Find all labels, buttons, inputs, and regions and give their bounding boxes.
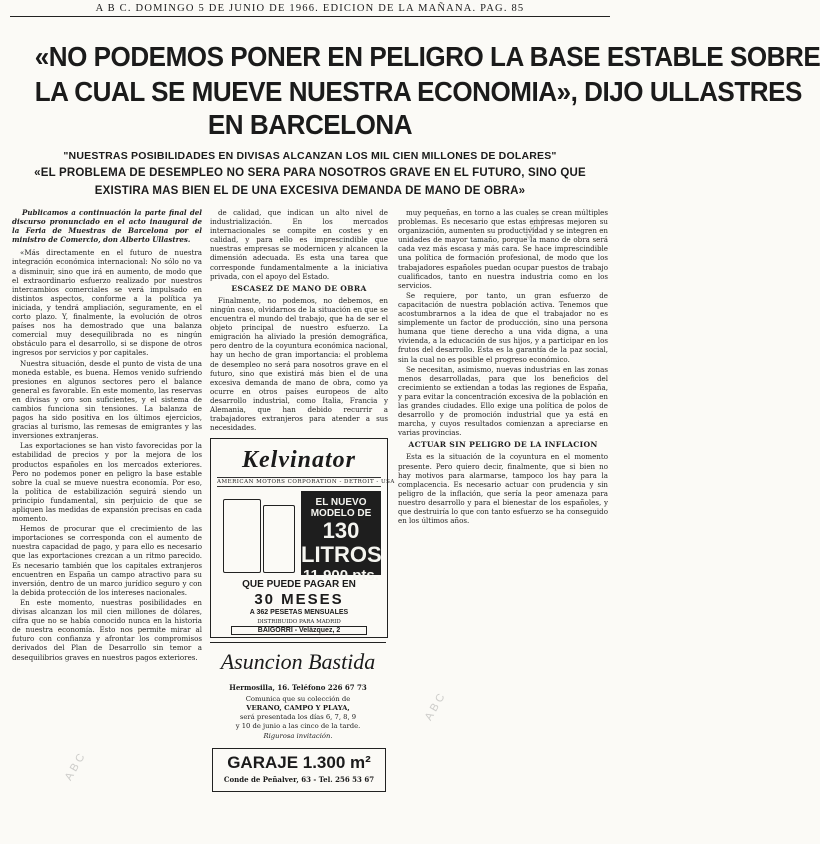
paragraph: Se necesitan, asimismo, nuevas industrias en las zonas menos desarrolladas, para que los beneficios del crecimiento se extiendan a todas las regiones de España, y para evitar la concentración excesiva de la población en las grandes ciudades. Ello exige una política de polos de desarrollo y de promoción industrial que ya está en marcha, y cuyos resultados comienzan a apreciarse en varias provincias.: [398, 364, 608, 438]
asuncion-address: Hermosilla, 16. Teléfono 226 67 73: [229, 683, 367, 692]
garaje-title: GARAJE 1.300 m²: [227, 753, 371, 772]
kelvinator-installment: A 362 PESETAS MENSUALES: [249, 609, 349, 616]
paragraph: Se requiere, por tanto, un gran esfuerzo de capacitación de nuestra población activa. Tenemos que acostumbrarnos a la idea de que el trabajador no es simplemente un factor de producción, sino una persona humana que tiene derecho a una vida digna, a una vivienda, a la educación de sus hijos, y a participar en los frutos del desarrollo. Esta es la garantía de la paz social, sin la cual no es posible el progreso económico.: [398, 290, 608, 364]
refrigerator-icon: [263, 505, 295, 573]
article-lead: Publicamos a continuación la parte final del discurso pronunciado en el acto inaugural de la Feria de Muestras de Barcelona por el ministro de Comercio, don Alberto Ullastres.: [12, 208, 202, 245]
watermark: ABC: [422, 689, 449, 723]
masthead: A B C. DOMINGO 5 DE JUNIO DE 1966. EDICION DE LA MAÑANA. PAG. 85: [95, 3, 525, 14]
article-column-1: [12, 208, 202, 838]
paragraph: Nuestra situación, desde el punto de vista de una moneda estable, es buena. Hemos venido sufriendo presiones en algunos sectores pero el balance general es favorable. En este momento, las reservas en divisas y oro son suficientes, y el sistema de cambios funciona sin tensiones. La balanza de pagos ha sido positiva en los últimos ejercicios, gracias al turismo, las remesas de emigrantes y las inversiones extranjeras.: [12, 358, 202, 441]
kelvinator-address: BAIGORRI - Velázquez, 2: [231, 626, 367, 635]
headline-line-1: «NO PODEMOS PONER EN PELIGRO LA BASE ESTABLE SOBRE: [34, 41, 820, 72]
asuncion-bastida-logo: Asuncion Bastida: [220, 649, 376, 674]
paragraph: muy pequeñas, en torno a las cuales se crean múltiples problemas. Es necesario que estas empresas mejoren su organización, aumenten su productividad y se integren en unidades de mayor tamaño, porque la mano de obra será cada vez más escasa y más cara. Se hace imprescindible una política de formación profesional, de modo que los trabajadores españoles puedan ocupar puestos de trabajo cualificados, tanto en nuestra industria como en los servicios.: [398, 208, 608, 290]
paragraph: Esta es la situación de la coyuntura en el momento presente. Pero quiero decir, finalmente, que si bien no hay motivos para alarmarse, tampoco los hay para la complacencia. Es necesario actuar con prudencia y sin peligro de la inflación, que sería la peor amenaza para nuestro desarrollo y para el bienestar de los españoles, y que destruiría lo que con tanto esfuerzo se ha conseguido en los últimos años.: [398, 452, 608, 526]
kelvinator-promo-box: [301, 491, 382, 584]
headline-line-3: EN BARCELONA: [207, 109, 413, 140]
masthead-rule: [10, 16, 610, 17]
section-heading: ACTUAR SIN PELIGRO DE LA INFLACION: [408, 440, 598, 450]
kelvinator-distributor: DISTRIBUIDO PARA MADRID: [257, 619, 341, 625]
paragraph: Las exportaciones se han visto favorecidas por la estabilidad de precios y por la mejora de los productos españoles en los mercados exteriores. Pero no podemos poner en peligro la base estable sobre la cual se mueve nuestra economía. Por eso, la política de estabilización seguirá siendo un principio fundamental, sin perjuicio de que se apliquen las medidas de expansión precisas en cada momento.: [12, 441, 202, 524]
watermark: ABC: [522, 209, 549, 243]
paragraph: de calidad, que indican un alto nivel de industrialización. En los mercados internacionales se compite en costes y en calidad, y para ello es imprescindible que nuestras empresas se modernicen y alcancen la dimensión adecuada. Es esta una tarea que corresponde fundamentalmente a la iniciativa privada, con el apoyo del Estado.: [210, 208, 388, 281]
garaje-address: Conde de Peñalver, 63 - Tel. 256 53 67: [223, 775, 375, 784]
kelvinator-pay-line: QUE PUEDE PAGAR EN: [242, 579, 356, 590]
kelvinator-ad: [210, 438, 395, 638]
promo-line-1: EL NUEVO: [315, 497, 367, 508]
promo-liters: 130 LITROS: [301, 518, 382, 567]
paragraph: Hemos de procurar que el crecimiento de las importaciones se corresponda con el aumento de nuestra capacidad de pago, y para ello es necesario que las exportaciones crezcan a un ritmo parecido. Es necesario también que los capitales extranjeros encuentren en España un campo atractivo para su inversión, dentro de un marco jurídico seguro y con la debida protección de los intereses nacionales.: [12, 524, 202, 597]
kelvinator-months: 30 MESES: [254, 591, 344, 608]
watermark: ABC: [62, 749, 89, 783]
asuncion-line: VERANO, CAMPO Y PLAYA,: [246, 704, 350, 712]
kelvinator-logo: Kelvinator: [241, 447, 356, 473]
kelvinator-tagline: AMERICAN MOTORS CORPORATION - DETROIT - USA: [217, 479, 395, 485]
garaje-ad: [212, 748, 386, 792]
refrigerator-icon: [223, 499, 261, 573]
promo-line-2: MODELO DE: [310, 508, 372, 519]
paragraph: Finalmente, no podemos, no debemos, en ningún caso, olvidarnos de la situación en que se encuentra el mundo del trabajo, que ha de ser el objeto principal de nuestro esfuerzo. La emigración ha aliviado la presión demográfica, pero dentro de la coyuntura económica nacional, hay un hecho de gran importancia: el problema de desempleo no será para nosotros grave en el futuro, sino que existirá más bien el de una excesiva demanda de mano de obra, como ya ocurre en otros países europeos de alto desarrollo industrial, como Italia, Francia y Alemania, que han debido recurrir a trabajadores extranjeros para atender a sus necesidades.: [210, 295, 388, 433]
headline-line-2: LA CUAL SE MUEVE NUESTRA ECONOMIA», DIJO ULLASTRES: [34, 76, 802, 107]
deck-line-1: «EL PROBLEMA DE DESEMPLEO NO SERA PARA NOSOTROS GRAVE EN EL FUTURO, SINO QUE: [34, 167, 586, 179]
deck-line-2: EXISTIRA MAS BIEN EL DE UNA EXCESIVA DEMANDA DE MANO DE OBRA»: [94, 185, 526, 197]
promo-price: 11.900 pts.: [303, 567, 379, 584]
asuncion-bastida-ad: [210, 642, 386, 743]
paragraph: En este momento, nuestras posibilidades en divisas alcanzan los mil cien millones de dólares, cifra que no se había conocido nunca en la historia de nuestra economía. Esto nos permite mirar al futuro con confianza y afrontar los compromisos derivados del Plan de Desarrollo sin temor a desequilibrios graves en nuestros pagos exteriores.: [12, 597, 202, 662]
subheadline: "NUESTRAS POSIBILIDADES EN DIVISAS ALCANZAN LOS MIL CIEN MILLONES DE DOLARES": [63, 150, 557, 162]
asuncion-line: será presentada los días 6, 7, 8, 9: [239, 713, 357, 721]
asuncion-line: Comunica que su colección de: [245, 695, 351, 703]
article-column-2: [210, 208, 388, 432]
asuncion-line: y 10 de junio a las cinco de la tarde.: [235, 722, 361, 730]
section-heading: ESCASEZ DE MANO DE OBRA: [231, 283, 367, 293]
paragraph: «Más directamente en el futuro de nuestra integración económica internacional: No sólo no va a disminuir, sino que irá en aumento, de modo que el extraordinario esfuerzo realizado por nuestros intercambios comerciales se verá impulsado en distintos aspectos, conforme a la política ya iniciada, y tendrá ampliación, seguramente, en el corto plazo. Y, finalmente, la evolución de otros países nos ha demostrado que una balanza comercial muy desequilibrada no es ningún obstáculo para el desarrollo, si se dispone de otros ingresos por servicios y por capitales.: [12, 248, 202, 358]
article-column-3: [398, 208, 608, 838]
asuncion-line: Rigurosa invitación.: [263, 732, 333, 740]
